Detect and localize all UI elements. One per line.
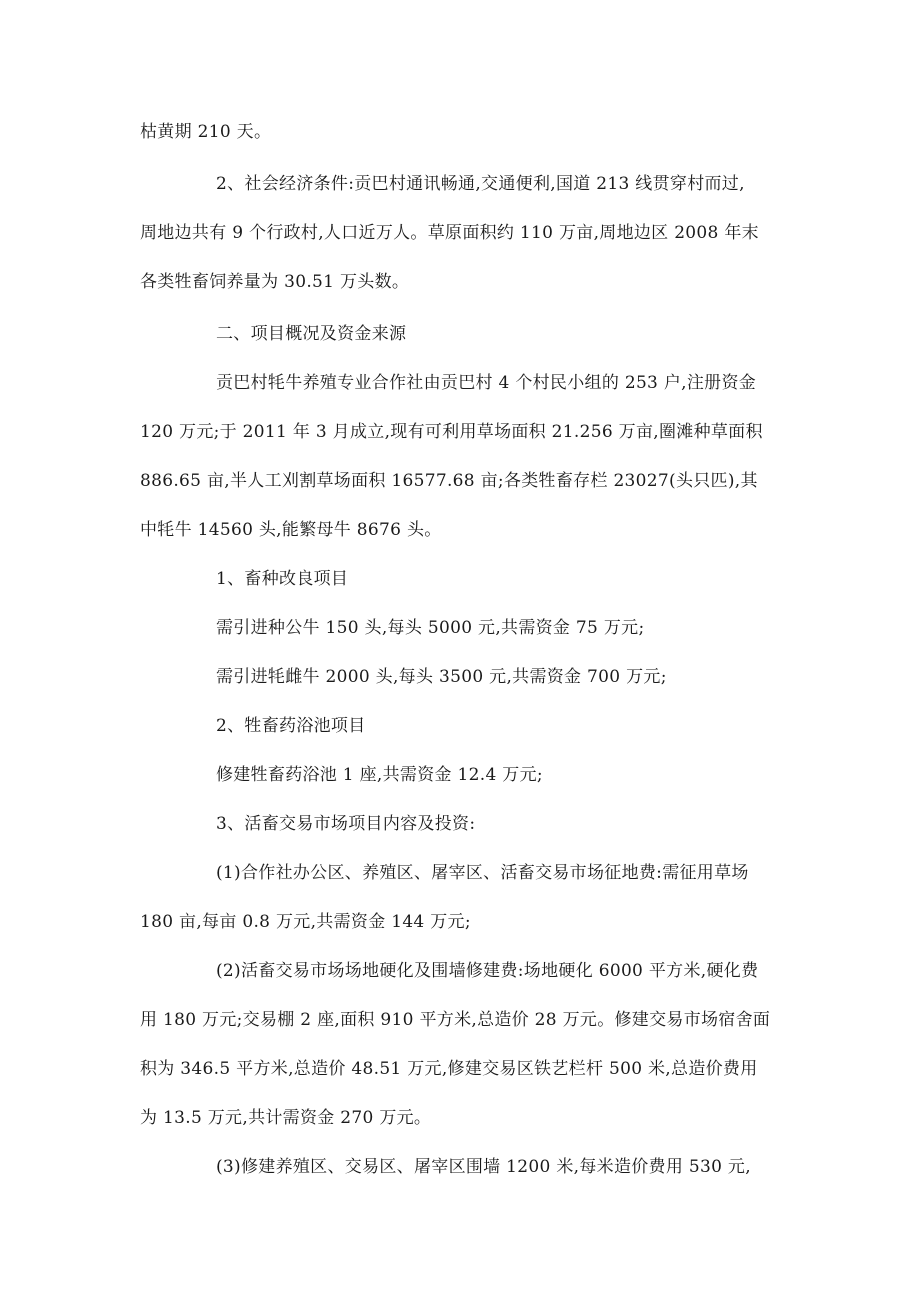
text-line: 中牦牛 14560 头,能繁母牛 8676 头。 [140,520,442,540]
text-line: 120 万元;于 2011 年 3 月成立,现有可利用草场面积 21.256 万亩,圈滩种草面积 [140,422,763,442]
text-line: 需引进牦雌牛 2000 头,每头 3500 元,共需资金 700 万元; [216,667,667,687]
text-line: 886.65 亩,半人工刈割草场面积 16577.68 亩;各类牲畜存栏 23027(头只匹),其 [140,471,758,491]
text-line: 贡巴村牦牛养殖专业合作社由贡巴村 4 个村民小组的 253 户,注册资金 [216,373,757,393]
text-line: 枯黄期 210 天。 [140,122,272,142]
text-line: 180 亩,每亩 0.8 万元,共需资金 144 万元; [140,912,471,932]
text-line: (2)活畜交易市场场地硬化及围墙修建费:场地硬化 6000 平方米,硬化费 [216,961,759,981]
text-line: (3)修建养殖区、交易区、屠宰区围墙 1200 米,每米造价费用 530 元, [216,1157,751,1177]
text-line: 积为 346.5 平方米,总造价 48.51 万元,修建交易区铁艺栏杆 500 米,总造价费用 [140,1059,758,1079]
subsection-heading: 1、畜种改良项目 [216,569,349,589]
text-line: 2、社会经济条件:贡巴村通讯畅通,交通便利,国道 213 线贯穿村而过, [216,174,745,194]
text-line: 修建牲畜药浴池 1 座,共需资金 12.4 万元; [216,765,543,785]
text-line: 需引进种公牛 150 头,每头 5000 元,共需资金 75 万元; [216,618,645,638]
text-line: 各类牲畜饲养量为 30.51 万头数。 [140,272,410,292]
text-line: 周地边共有 9 个行政村,人口近万人。草原面积约 110 万亩,周地边区 2008 年末 [140,223,759,243]
text-line: 用 180 万元;交易棚 2 座,面积 910 平方米,总造价 28 万元。修建交易市场宿舍面 [140,1010,771,1030]
text-line: 为 13.5 万元,共计需资金 270 万元。 [140,1108,432,1128]
subsection-heading: 2、牲畜药浴池项目 [216,716,366,736]
section-heading: 二、项目概况及资金来源 [216,324,407,344]
text-line: (1)合作社办公区、养殖区、屠宰区、活畜交易市场征地费:需征用草场 [216,863,749,883]
subsection-heading: 3、活畜交易市场项目内容及投资: [216,814,476,834]
